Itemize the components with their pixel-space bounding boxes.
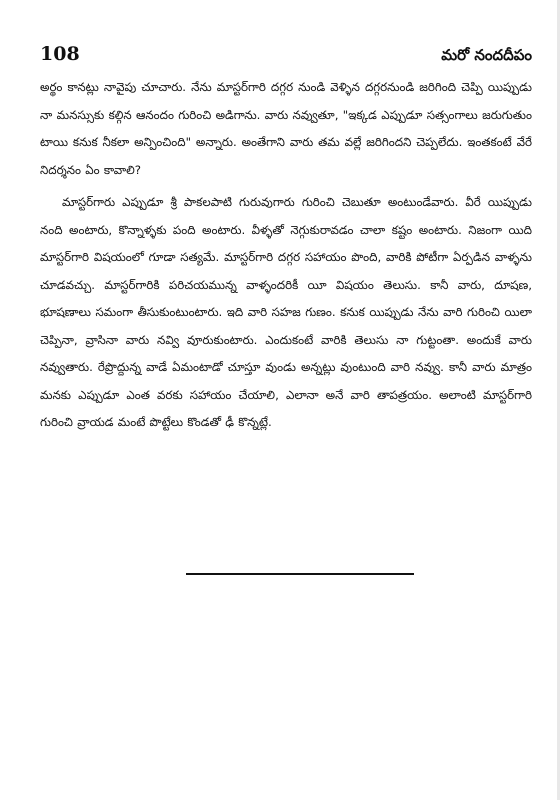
paragraph-2: మాస్టర్‌గారు ఎప్పుడూ శ్రీ పాకలపాటి గురువుగారు గురించి చెబుతూ అంటుండేవారు. వీరే యిప్పుడు నంది అంటారు, కొన్నాళ్ళకు పంది అంటారు. వీళ్ళతో నెగ్గుకురావడం చాలా కష్టం అంటారు. నిజంగా యిది మాస్టర్‌గారి విషయంలో గూడా సత్యమే. మాస్టర్‌గారి దగ్గర సహాయం పొంది, వారికి పోటీగా ఏర్పడిన వాళ్ళను చూడవచ్చు. మాస్టర్‌గారికి పరిచయమున్న వాళ్ళందరికీ యీ విషయం తెలుసు. కానీ వారు, దూషణ, భూషణాలు సమంగా తీసుకుంటుంటారు. ఇది వారి సహజ గుణం. కనుక యిప్పుడు నేను వారి గురించి యిలా చెప్పినా, వ్రాసినా వారు నవ్వి వూరుకుంటారు. ఎందుకంటే వారికి తెలుసు నా గుట్టంతా. అందుకే వారు నవ్వుతారు. రేప్రొద్దున్న వాడే ఏమంటాడో చూస్తూ వుండు అన్నట్లు వుంటుంది వారి నవ్వు. కానీ వారు మాత్రం మనకు ఎప్పుడూ ఎంత వరకు సహాయం చేయాలి, ఎలానా అనే వారి తాపత్రయం. అలాంటి మాస్టర్‌గారి గురించి వ్రాయడ మంటే పొట్టేలు కొండతో ఢీ కొన్నట్లే. <box>40 195 532 429</box>
section-divider <box>186 573 414 575</box>
page-number: 108 <box>40 43 80 65</box>
page-header <box>40 42 532 72</box>
body-text <box>40 74 532 437</box>
running-title: మరో నందదీపం <box>441 46 532 64</box>
paragraph-1: అర్థం కానట్లు నావైపు చూచారు. నేను మాస్టర్‌గారి దగ్గర నుండి వెళ్ళిన దగ్గరనుండి జరిగింది చెప్పి యిప్పుడు నా మనస్సుకు కల్గిన ఆనందం గురించి అడిగాను. వారు నవ్వుతూ, "ఇక్కడ ఎప్పుడూ సత్సంగాలు జరుగుతుం టాయి కనుక నీకలా అన్పించింది" అన్నారు. అంతేగాని వారు తమ వల్లే జరిగిందని చెప్పలేదు. ఇంతకంటే వేరే నిదర్శనం ఏం కావాలి? <box>40 80 532 177</box>
